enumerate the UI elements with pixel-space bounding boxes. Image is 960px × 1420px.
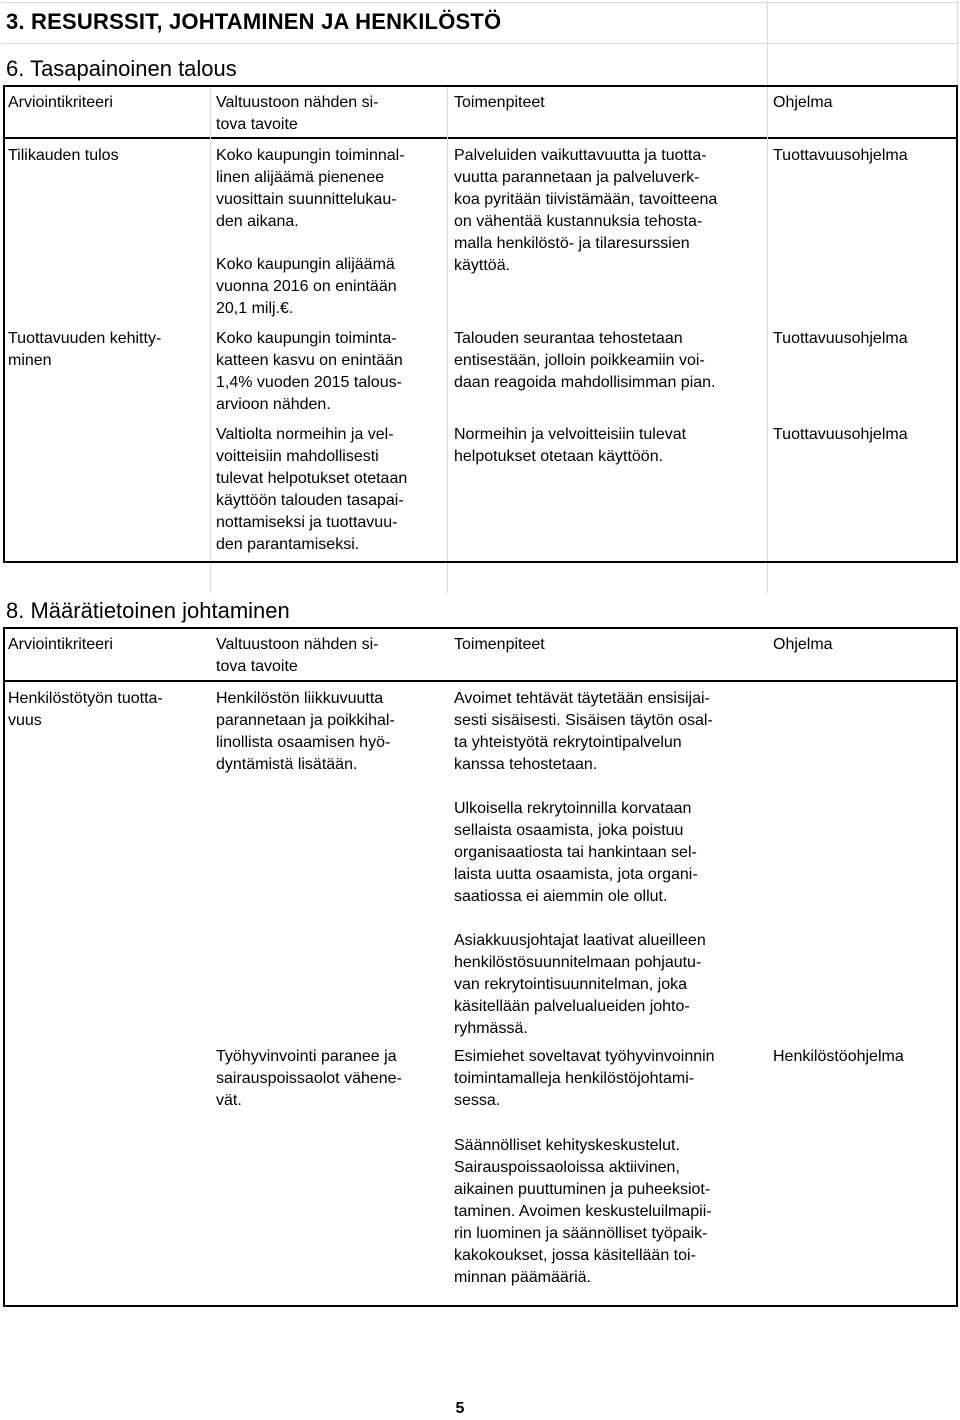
- row2-goal: Koko kaupungin toiminta- katteen kasvu on enintään 1,4% vuoden 2015 talous- arvioon nähden.: [216, 330, 403, 413]
- header-actions: Toimenpiteet: [454, 94, 545, 111]
- grid-line: [447, 563, 448, 593]
- page-title: 3. RESURSSIT, JOHTAMINEN JA HENKILÖSTÖ: [6, 9, 502, 34]
- row1-criteria: Tilikauden tulos: [8, 147, 119, 164]
- grid-line: [210, 87, 211, 561]
- table-border: [3, 1305, 958, 1307]
- s8-actions3: Asiakkuusjohtajat laativat alueilleen henkilöstösuunnitelmaan pohjautu- van rekrytointisuunnitelman, joka käsitellään palvelualueiden johto- ryhmässä.: [454, 932, 706, 1037]
- s8-goal1: Henkilöstön liikkuvuutta parannetaan ja poikkihal- linollista osaamisen hyö- dyntämistä lisätään.: [216, 690, 395, 773]
- grid-line: [2, 2, 958, 3]
- table-border: [956, 85, 958, 563]
- row1-program: Tuottavuusohjelma: [773, 147, 908, 164]
- row1-goal1: Koko kaupungin toiminnal- linen alijäämä pienenee vuosittain suunnittelukau- den aikana.: [216, 147, 405, 230]
- grid-line: [447, 87, 448, 561]
- s8-actions1: Avoimet tehtävät täytetään ensisijai- sesti sisäisesti. Sisäisen täytön osal- ta yhteistyötä rekrytointipalvelun kanssa tehostetaan.: [454, 690, 713, 773]
- row2-program: Tuottavuusohjelma: [773, 330, 908, 347]
- grid-line: [2, 43, 958, 44]
- s8-actions5: Säännölliset kehityskeskustelut. Sairauspoissaoloissa aktiivinen, aikainen puuttuminen ja puheeksiot- taminen. Avoimen keskusteluilmapii- rin luominen ja säännölliset työpaik- kakokoukset, jossa käsitellään toi- minnan päämääriä.: [454, 1137, 712, 1286]
- table-border: [956, 627, 958, 1307]
- grid-line: [767, 2, 768, 86]
- grid-line: [210, 563, 211, 593]
- row3-actions: Normeihin ja velvoitteisiin tulevat helpotukset otetaan käyttöön.: [454, 426, 687, 465]
- row1-goal2: Koko kaupungin alijäämä vuonna 2016 on enintään 20,1 milj.€.: [216, 256, 397, 317]
- table-border: [3, 85, 958, 87]
- row2-criteria: Tuottavuuden kehitty- minen: [8, 330, 162, 369]
- header-criteria: Arviointikriteeri: [8, 94, 113, 111]
- header-program: Ohjelma: [773, 94, 833, 111]
- header-goal: Valtuustoon nähden si- tova tavoite: [216, 636, 379, 675]
- grid-line: [767, 563, 768, 593]
- table-border: [3, 137, 958, 139]
- table-border: [3, 627, 5, 1307]
- header-goal: Valtuustoon nähden si- tova tavoite: [216, 94, 379, 133]
- header-program: Ohjelma: [773, 636, 833, 653]
- header-actions: Toimenpiteet: [454, 636, 545, 653]
- s8-actions2: Ulkoisella rekrytoinnilla korvataan sellaista osaamista, joka poistuu organisaatiosta tai hankintaan sel- laista uutta osaamista, jota organi- saatiossa ei aiemmin ole ollut.: [454, 800, 698, 905]
- row2-actions: Talouden seurantaa tehostetaan entisestään, jolloin poikkeamiin voi- daan reagoida mahdollisimman pian.: [454, 330, 716, 391]
- grid-line: [767, 87, 768, 561]
- header-criteria: Arviointikriteeri: [8, 636, 113, 653]
- s8-program: Henkilöstöohjelma: [773, 1048, 904, 1065]
- table-border: [3, 627, 958, 629]
- row3-program: Tuottavuusohjelma: [773, 426, 908, 443]
- section6-title: 6. Tasapainoinen talous: [6, 56, 237, 81]
- s8-criteria: Henkilöstötyön tuotta- vuus: [8, 690, 163, 729]
- section8-title: 8. Määrätietoinen johtaminen: [6, 598, 290, 623]
- s8-goal2: Työhyvinvointi paranee ja sairauspoissaolot vähene- vät.: [216, 1048, 402, 1109]
- page-number: 5: [455, 1400, 465, 1417]
- table-border: [3, 85, 5, 563]
- table-border: [3, 680, 958, 682]
- table-border: [3, 561, 958, 563]
- s8-actions4: Esimiehet soveltavat työhyvinvoinnin toimintamalleja henkilöstöjohtami- sessa.: [454, 1048, 715, 1109]
- row3-goal: Valtiolta normeihin ja vel- voitteisiin mahdollisesti tulevat helpotukset otetaan käyttöön talouden tasapai- nottamiseksi ja tuottavuu- den parantamiseksi.: [216, 426, 408, 553]
- row1-actions: Palveluiden vaikuttavuutta ja tuotta- vuutta parannetaan ja palveluverk- koa pyritään tiivistämään, tavoitteena on vähentää kustannuksia tehosta- malla henkilöstö- ja tilaresurssien käyttöä.: [454, 147, 718, 274]
- grid-line: [957, 2, 958, 86]
